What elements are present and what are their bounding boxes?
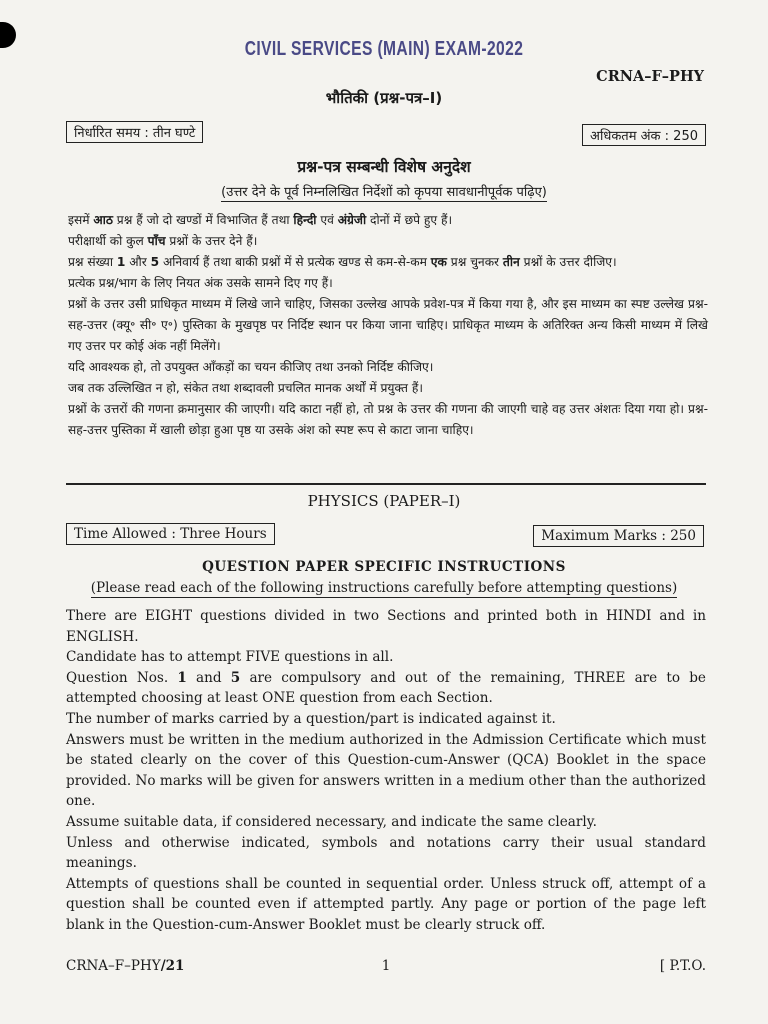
- instruction-hi-1: इसमें आठ प्रश्न हैं जो दो खण्डों में विभाजित हैं तथा हिन्दी एवं अंग्रेजी दोनों में छपे हुए हैं।: [68, 213, 453, 227]
- page-number: 1: [381, 958, 391, 974]
- instruction-en-4: The number of marks carried by a question/part is indicated against it.: [66, 710, 556, 727]
- instruction-en-7: Unless and otherwise indicated, symbols and notations carry their usual standard meanings.: [66, 834, 706, 872]
- subject-title-english: PHYSICS (PAPER–I): [307, 492, 461, 510]
- exam-stamp: CIVIL SERVICES (MAIN) EXAM-2022: [244, 38, 524, 60]
- instruction-hi-8: प्रश्नों के उत्तरों की गणना क्रमानुसार की जाएगी। यदि काटा नहीं हो, तो प्रश्न के उत्तर की गणना की जाएगी चाहे वह उत्तर अंशतः दिया गया हो। प्रश्न-सह-उत्तर पुस्तिका में खाली छोड़ा हुआ पृष्ठ या उसके अंश को स्पष्ट रूप से काटा जाना चाहिए।: [68, 402, 708, 437]
- max-marks-hindi-box: अधिकतम अंक : 250: [582, 124, 706, 146]
- instructions-subheading-hindi: (उत्तर देने के पूर्व निम्नलिखित निर्देशों को कृपया सावधानीपूर्वक पढ़िए): [221, 185, 547, 200]
- instruction-hi-3: प्रश्न संख्या 1 और 5 अनिवार्य हैं तथा बाकी प्रश्नों में से प्रत्येक खण्ड से कम-से-कम एक प्रश्न चुनकर तीन प्रश्नों के उत्तर दीजिए।: [68, 255, 617, 269]
- instructions-subheading-english: (Please read each of the following instructions carefully before attempting questions): [90, 580, 678, 596]
- instruction-en-1: There are EIGHT questions divided in two Sections and printed both in HINDI and in ENGLISH.: [66, 608, 706, 645]
- time-allowed-box: Time Allowed : Three Hours: [66, 523, 275, 545]
- instruction-hi-6: यदि आवश्यक हो, तो उपयुक्त आँकड़ों का चयन कीजिए तथा उनको निर्दिष्ट कीजिए।: [68, 360, 434, 374]
- instruction-hi-4: प्रत्येक प्रश्न/भाग के लिए नियत अंक उसके सामने दिए गए हैं।: [68, 276, 333, 290]
- instruction-hi-2: परीक्षार्थी को कुल पाँच प्रश्नों के उत्तर देने हैं।: [68, 234, 258, 248]
- instruction-en-8: Attempts of questions shall be counted in sequential order. Unless struck off, attempt of a question shall be counted even if attempted partly. Any page or portion of the page left blank in the Question-cum-Answer Booklet must be clearly struck off.: [66, 875, 706, 933]
- time-allowed-hindi-box: निर्धारित समय : तीन घण्टे: [66, 121, 203, 143]
- instruction-en-2: Candidate has to attempt FIVE questions in all.: [66, 649, 394, 666]
- pto-label: [ P.T.O.: [659, 958, 706, 974]
- footer-paper-code: CRNA–F–PHY/21: [66, 958, 185, 974]
- instruction-hi-5: प्रश्नों के उत्तर उसी प्राधिकृत माध्यम में लिखे जाने चाहिए, जिसका उल्लेख आपके प्रवेश-पत्र में किया गया है, और इस माध्यम का स्पष्ट उल्लेख प्रश्न-सह-उत्तर (क्यू॰ सी॰ ए॰) पुस्तिका के मुखपृष्ठ पर निर्दिष्ट स्थान पर किया जाना चाहिए। प्राधिकृत माध्यम के अतिरिक्त अन्य किसी माध्यम में लिखे गए उत्तर पर कोई अंक नहीं मिलेंगे।: [68, 297, 708, 353]
- instruction-en-3: Question Nos. 1 and 5 are compulsory and out of the remaining, THREE are to be attempted choosing at least ONE question from each Section.: [66, 669, 706, 707]
- subject-title-hindi: भौतिकी (प्रश्न-पत्र–I): [325, 89, 443, 107]
- instruction-en-6: Assume suitable data, if considered necessary, and indicate the same clearly.: [66, 813, 597, 830]
- instructions-heading-hindi: प्रश्न-पत्र सम्बन्धी विशेष अनुदेश: [297, 158, 471, 176]
- section-divider: [66, 483, 706, 485]
- punch-hole: [0, 22, 16, 48]
- instruction-hi-7: जब तक उल्लिखित न हो, संकेत तथा शब्दावली प्रचलित मानक अर्थों में प्रयुक्त हैं।: [68, 381, 423, 395]
- paper-code: CRNA–F–PHY: [596, 68, 704, 85]
- instructions-hindi: [68, 210, 708, 441]
- max-marks-box: Maximum Marks : 250: [533, 525, 704, 547]
- instruction-en-5: Answers must be written in the medium authorized in the Admission Certificate which must be stated clearly on the cover of this Question-cum-Answer (QCA) Booklet in the space provided. No marks will be given for answers written in a medium other than the authorized one.: [66, 731, 706, 810]
- instructions-heading-english: QUESTION PAPER SPECIFIC INSTRUCTIONS: [202, 559, 566, 575]
- instructions-english: [66, 606, 706, 936]
